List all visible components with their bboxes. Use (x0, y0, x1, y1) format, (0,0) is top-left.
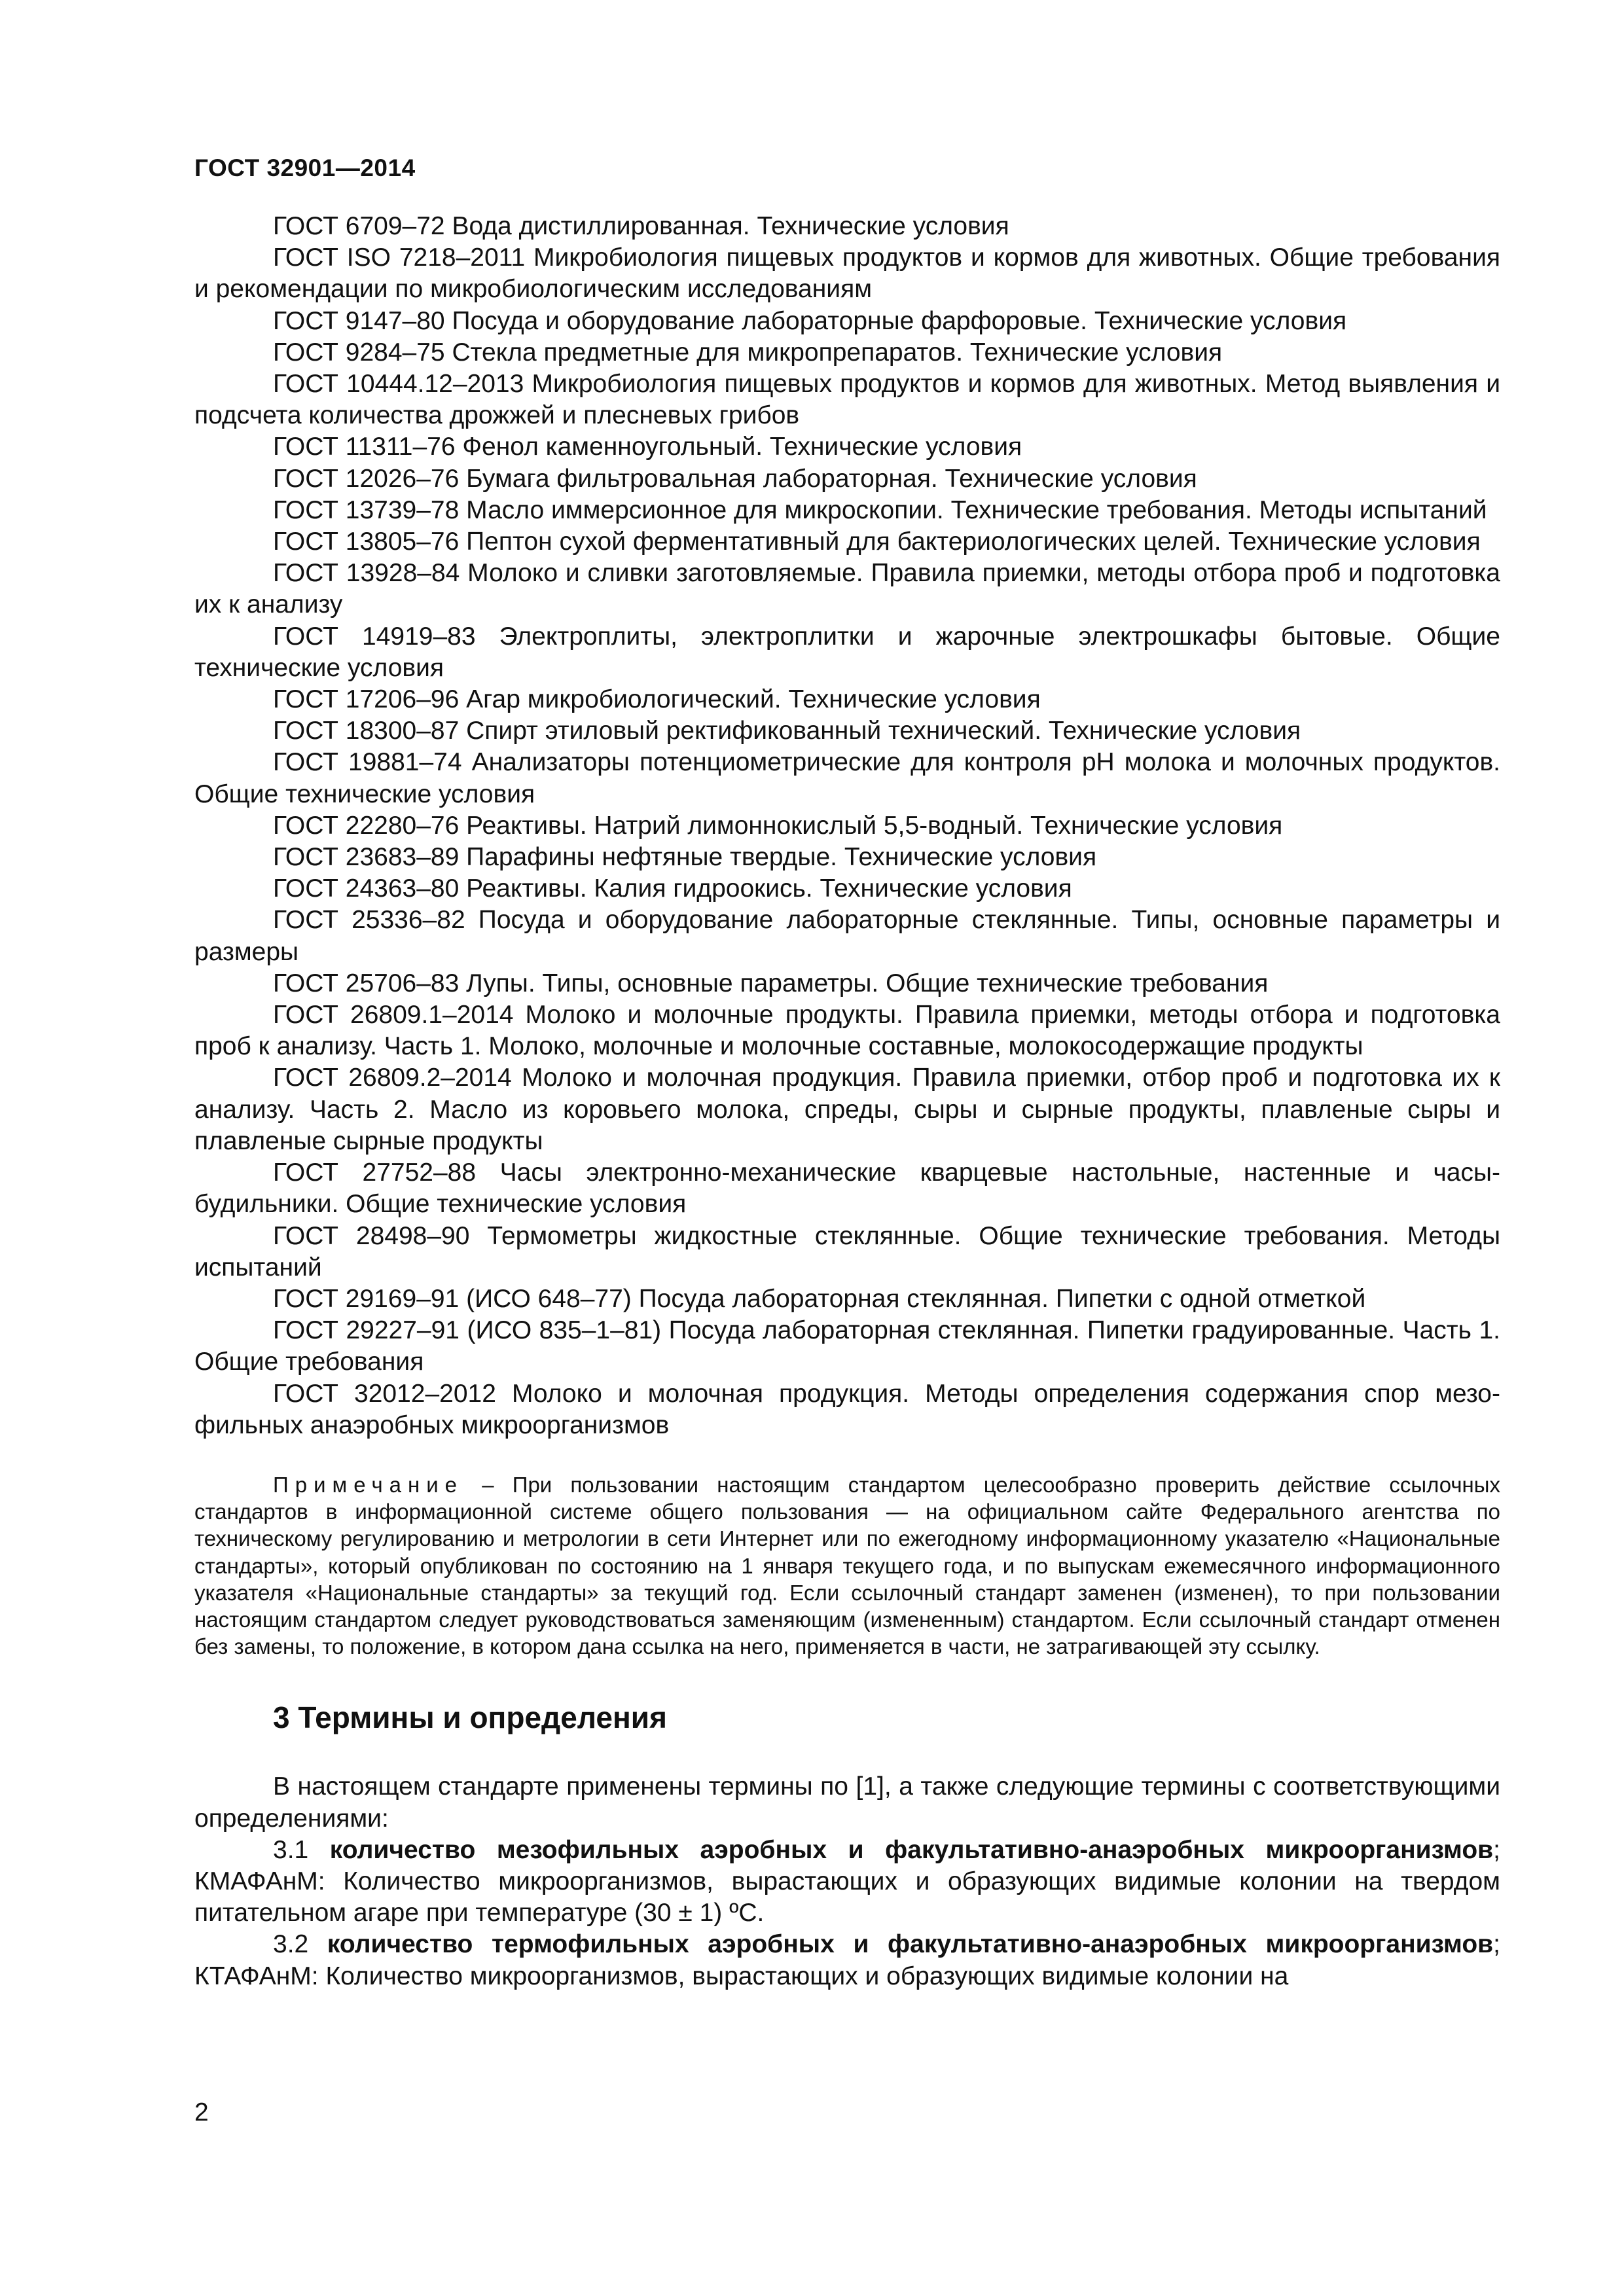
reference-item: ГОСТ 24363–80 Реактивы. Калия гидроокись. Технические условия (273, 874, 1072, 903)
note-text: – При пользовании настоящим стандартом целесообразно проверить действие ссылочных стандартов в информационной системе общего пользования — на официальном сайте Федерального агентства по техническому регулированию и метрологии в сети Интернет или по ежегодному информационному указателю «Национальные стандарты», который опубликован по состоянию на 1 января текущего года, и по выпускам ежемесячного информационного указателя «Национальные стандарты» за текущий год. Если ссылочный стандарт заменен (изменен), то при пользовании настоящим стандартом следует руководствоваться заменяющим (измененным) стандартом. Если ссылочный стандарт отменен без замены, то положение, в котором дана ссылка на него, применяется в части, не затрагивающей эту ссылку. (194, 1472, 1500, 1659)
term-name: количество мезофильных аэробных и факультативно-анаэробных микроорганизмов (329, 1835, 1494, 1864)
reference-item: ГОСТ 14919–83 Электроплиты, электроплитки и жарочные электрошкафы бытовые. Общие технические условия (194, 622, 1500, 682)
reference-note (194, 1471, 1500, 1660)
reference-item: ГОСТ ISO 7218–2011 Микробиология пищевых продуктов и кормов для животных. Общие требования и рекомендации по микробиологическим исследованиям (194, 243, 1500, 304)
reference-item: ГОСТ 11311–76 Фенол каменноугольный. Технические условия (273, 433, 1022, 461)
reference-item: ГОСТ 26809.2–2014 Молоко и молочная продукция. Правила приемки, отбор проб и подготовка их к анализу. Часть 2. Масло из коровьего молока, спреды, сыры и сырные продукты, плавленые сыры и плавленые сырные продукты (194, 1064, 1500, 1155)
reference-item: ГОСТ 28498–90 Термометры жидкостные стеклянные. Общие технические требования. Методы испытаний (194, 1221, 1500, 1282)
reference-item: ГОСТ 13805–76 Пептон сухой ферментативный для бактериологических целей. Технические условия (273, 528, 1481, 556)
term-definition: ; КМАФАнМ: Количество микроорганизмов, вырастающих и образующих видимые колонии на твердом питательном агаре при температуре (30 ± 1) ºС. (194, 1835, 1500, 1928)
reference-item: ГОСТ 12026–76 Бумага фильтровальная лабораторная. Технические условия (273, 464, 1197, 493)
reference-item: ГОСТ 23683–89 Парафины нефтяные твердые. Технические условия (273, 843, 1097, 872)
reference-item: ГОСТ 6709–72 Вода дистиллированная. Технические условия (273, 212, 1009, 240)
reference-item: ГОСТ 27752–88 Часы электронно-механические кварцевые настольные, настенные и часы-будильники. Общие технические условия (194, 1158, 1500, 1219)
term-3-2 (194, 1929, 1500, 1992)
term-number: 3.1 (273, 1835, 330, 1864)
reference-item: ГОСТ 19881–74 Анализаторы потенциометрические для контроля pH молока и молочных продуктов. Общие технические условия (194, 748, 1500, 808)
reference-item: ГОСТ 9284–75 Стекла предметные для микропрепаратов. Технические условия (273, 338, 1223, 367)
reference-item: ГОСТ 13928–84 Молоко и сливки заготовляемые. Правила приемки, методы отбора проб и подготовка их к анализу (194, 559, 1500, 619)
reference-item: ГОСТ 9147–80 Посуда и оборудование лабораторные фарфоровые. Технические условия (273, 306, 1347, 335)
page-number: 2 (194, 2098, 209, 2126)
reference-item: ГОСТ 17206–96 Агар микробиологический. Технические условия (273, 685, 1041, 714)
reference-item: ГОСТ 25336–82 Посуда и оборудование лабораторные стеклянные. Типы, основные параметры и размеры (194, 906, 1500, 966)
reference-item: ГОСТ 26809.1–2014 Молоко и молочные продукты. Правила приемки, методы отбора и подготовка проб к анализу. Часть 1. Молоко, молочные и молочные составные, молокосодержащие продукты (194, 1001, 1500, 1061)
reference-item: ГОСТ 18300–87 Спирт этиловый ректификованный технический. Технические условия (273, 717, 1301, 745)
terms-intro: В настоящем стандарте применены термины по [1], а также следующие термины с соответствующими определениями: (194, 1772, 1500, 1833)
section-heading: 3 Термины и определения (273, 1700, 667, 1735)
reference-item: ГОСТ 13739–78 Масло иммерсионное для микроскопии. Технические требования. Методы испытаний (273, 495, 1487, 524)
page-content (194, 211, 1500, 1992)
reference-item: ГОСТ 29169–91 (ИСО 648–77) Посуда лабораторная стеклянная. Пипетки с одной отметкой (273, 1284, 1366, 1313)
reference-item: ГОСТ 10444.12–2013 Микробиология пищевых продуктов и кормов для животных. Метод выявления и подсчета количества дрожжей и плесневых грибов (194, 370, 1500, 430)
term-3-1 (194, 1835, 1500, 1929)
document-header: ГОСТ 32901—2014 (194, 154, 416, 181)
normative-references-list (194, 211, 1500, 1441)
term-definition: ; КТАФАнМ: Количество микроорганизмов, вырастающих и образующих видимые колонии на (194, 1930, 1500, 1990)
reference-item: ГОСТ 22280–76 Реактивы. Натрий лимоннокислый 5,5-водный. Технические условия (273, 811, 1283, 840)
term-name: количество термофильных аэробных и факультативно-анаэробных микроорганизмов (327, 1930, 1494, 1959)
reference-item: ГОСТ 25706–83 Лупы. Типы, основные параметры. Общие технические требования (273, 969, 1269, 997)
reference-item: ГОСТ 29227–91 (ИСО 835–1–81) Посуда лабораторная стеклянная. Пипетки градуированные. Часть 1. Общие требования (194, 1316, 1500, 1376)
reference-item: ГОСТ 32012–2012 Молоко и молочная продукция. Методы определения содержания спор мезофильных анаэробных микроорганизмов (194, 1379, 1500, 1439)
term-number: 3.2 (273, 1930, 327, 1959)
note-label: Примечание (273, 1472, 464, 1497)
terms-section (194, 1771, 1500, 1992)
